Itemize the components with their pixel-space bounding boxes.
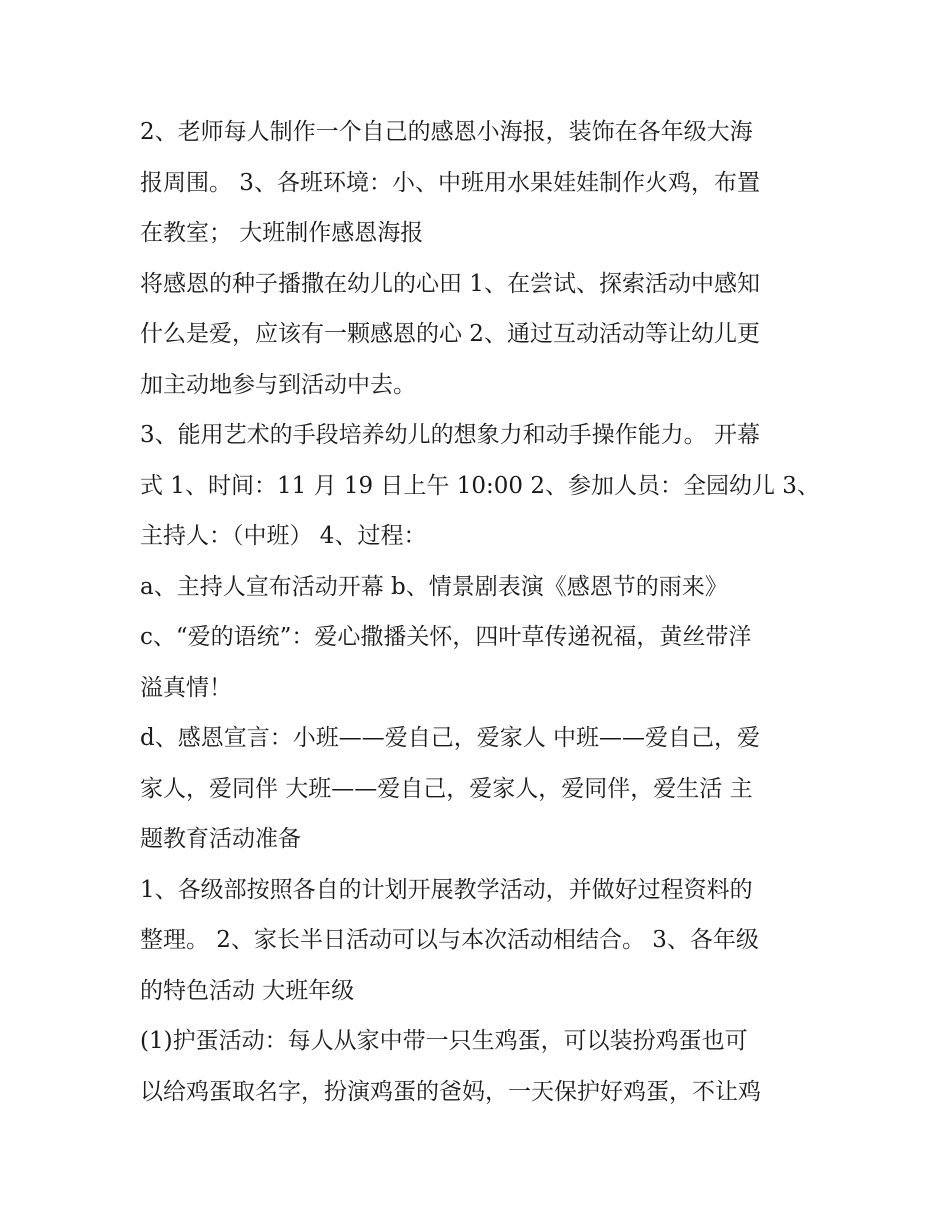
text-line: 加主动地参与到活动中去。 xyxy=(140,371,416,398)
text-line: 2、老师每人制作一个自己的感恩小海报，装饰在各年级大海 xyxy=(140,119,753,145)
text-line: 报周围。 3、各班环境：小、中班用水果娃娃制作火鸡，布置 xyxy=(140,169,760,196)
paragraph-activities xyxy=(140,865,830,1017)
text-line: 将感恩的种子播撒在幼儿的心田 1、在尝试、探索活动中感知 xyxy=(140,270,760,297)
text-line: 3、能用艺术的手段培养幼儿的想象力和动手操作能力。 开幕 xyxy=(140,422,760,448)
paragraph-posters xyxy=(140,107,830,259)
text-line: 什么是爱，应该有一颗感恩的心 2、通过互动活动等让幼儿更 xyxy=(140,321,760,347)
text-line: 式 1、时间：11 月 19 日上午 10:00 2、参加人员：全园幼儿 3、 xyxy=(140,472,820,499)
paragraph-process-c xyxy=(140,612,830,713)
paragraph-goals xyxy=(140,259,830,411)
text-line: 1、各级部按照各自的计划开展教学活动，并做好过程资料的 xyxy=(140,876,753,903)
document-body xyxy=(140,107,830,1117)
text-line: 在教室； 大班制作感恩海报 xyxy=(140,220,424,246)
text-line: d、感恩宣言：小班——爱自己，爱家人 中班——爱自己，爱 xyxy=(140,725,761,751)
text-line: 溢真情！ xyxy=(140,674,232,701)
paragraph-process-a-b xyxy=(140,562,830,613)
paragraph-process-d xyxy=(140,713,830,865)
text-line: 的特色活动 大班年级 xyxy=(140,977,355,1004)
paragraph-egg-protection xyxy=(140,1016,830,1117)
text-line: 家人，爱同伴 大班——爱自己，爱家人，爱同伴，爱生活 主 xyxy=(140,775,753,802)
text-line: a、主持人宣布活动开幕 b、情景剧表演《感恩节的雨来》 xyxy=(140,573,728,600)
text-line: 整理。 2、家长半日活动可以与本次活动相结合。 3、各年级 xyxy=(140,927,759,953)
text-line: c、“爱的语统”：爱心撒播关怀，四叶草传递祝福，黄丝带洋 xyxy=(140,624,752,650)
text-line: 题教育活动准备 xyxy=(140,826,301,852)
paragraph-opening-ceremony xyxy=(140,410,830,562)
text-line: 主持人：（中班） 4、过程： xyxy=(140,523,427,549)
text-line: (1)护蛋活动：每人从家中带一只生鸡蛋，可以装扮鸡蛋也可 xyxy=(140,1028,748,1054)
text-line: 以给鸡蛋取名字，扮演鸡蛋的爸妈，一天保护好鸡蛋，不让鸡 xyxy=(140,1078,761,1105)
